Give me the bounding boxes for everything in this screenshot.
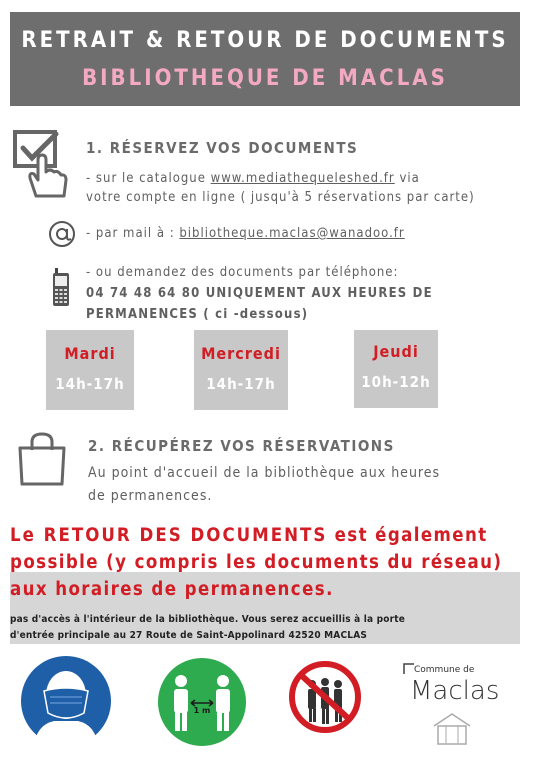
access-notice bbox=[10, 612, 520, 644]
day-hours: 14h-17h bbox=[55, 375, 125, 393]
hours-wednesday bbox=[194, 330, 288, 410]
catalog-prefix: - sur le catalogue bbox=[86, 171, 211, 186]
return-emphasis: Le RETOUR DES DOCUMENTS bbox=[10, 525, 328, 546]
catalog-suffix: via bbox=[394, 171, 420, 186]
header-banner bbox=[10, 12, 520, 106]
page-subtitle: BIBLIOTHEQUE DE MACLAS bbox=[82, 66, 448, 91]
phone-line1: - ou demandez des documents par téléphone: bbox=[86, 265, 399, 280]
day-name: Jeudi bbox=[373, 342, 419, 361]
logo-small-text: Commune de bbox=[414, 665, 475, 675]
hours-tuesday bbox=[46, 330, 134, 410]
access-line1: pas d'accès à l'intérieur de la bibliothèque. Vous serez accueillis à la porte bbox=[10, 614, 406, 625]
day-hours: 10h-12h bbox=[361, 373, 431, 391]
mobile-phone-icon bbox=[51, 268, 71, 308]
catalog-line bbox=[86, 170, 526, 187]
shopping-bag-icon bbox=[16, 432, 68, 486]
return-line2: possible (y compris les documents du réseau) bbox=[10, 552, 503, 573]
day-name: Mardi bbox=[64, 344, 116, 363]
at-sign-icon bbox=[48, 220, 76, 248]
hours-thursday bbox=[354, 330, 438, 408]
phone-line2: 04 74 48 64 80 UNIQUEMENT AUX HEURES DE bbox=[86, 286, 433, 301]
step2-title: 2. RÉCUPÉREZ VOS RÉSERVATIONS bbox=[88, 437, 395, 455]
mail-line bbox=[86, 225, 526, 242]
step2-line1: Au point d'accueil de la bibliothèque aux heures bbox=[88, 465, 441, 481]
day-name: Mercredi bbox=[201, 344, 281, 363]
commune-logo bbox=[400, 660, 505, 748]
catalog-line2: votre compte en ligne ( jusqu'à 5 réservations par carte) bbox=[86, 190, 475, 205]
page-title: RETRAIT & RETOUR DE DOCUMENTS bbox=[21, 28, 509, 53]
step2-line2: de permanences. bbox=[88, 488, 213, 504]
step1-title: 1. RÉSERVEZ VOS DOCUMENTS bbox=[86, 139, 359, 157]
return-notice bbox=[10, 522, 530, 603]
return-line3: aux horaires de permanences. bbox=[10, 579, 334, 600]
distance-label: 1 m bbox=[193, 706, 211, 715]
mail-prefix: - par mail à : bbox=[86, 226, 180, 241]
checklist-hand-icon bbox=[12, 128, 70, 198]
social-distancing-icon bbox=[157, 657, 247, 747]
catalog-link[interactable]: www.mediathequeleshed.fr bbox=[210, 171, 395, 186]
logo-name: Maclas bbox=[410, 676, 500, 706]
access-line2: d'entrée principale au 27 Route de Saint-Appolinard 42520 MACLAS bbox=[10, 630, 368, 641]
no-gathering-icon bbox=[288, 660, 362, 734]
return-line1-rest: est également bbox=[327, 525, 488, 546]
return-line1 bbox=[10, 522, 530, 549]
day-hours: 14h-17h bbox=[206, 375, 276, 393]
face-mask-icon bbox=[20, 655, 112, 747]
mail-link[interactable]: bibliotheque.maclas@wanadoo.fr bbox=[179, 226, 405, 241]
phone-line3: PERMANENCES ( ci -dessous) bbox=[86, 307, 309, 322]
